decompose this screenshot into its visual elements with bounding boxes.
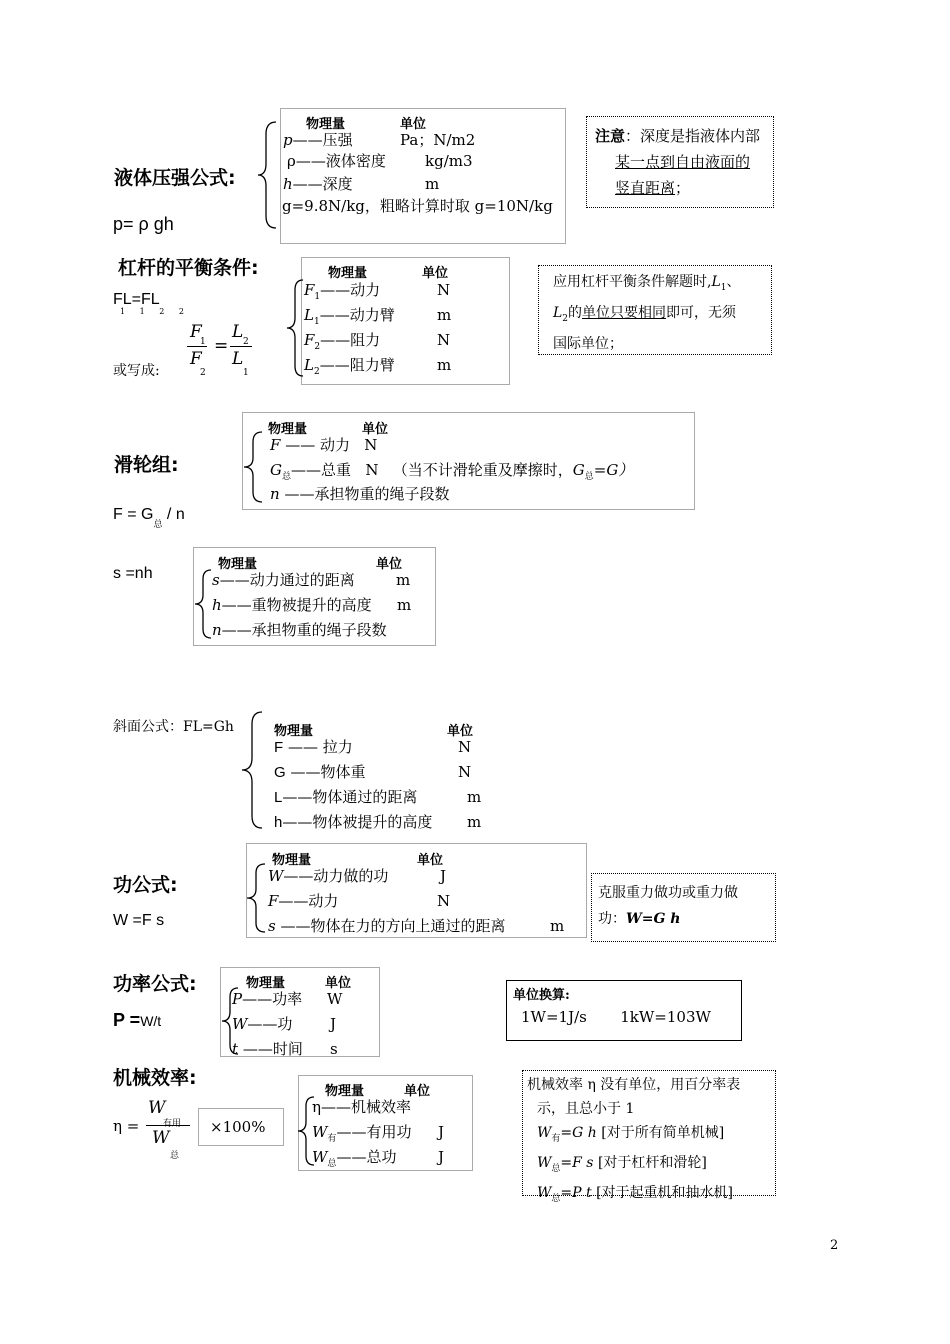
efficiency-row-wtotal: $W_总——$总功 (312, 1148, 397, 1169)
lever-row-l2: $L_2——$阻力臂 (304, 356, 395, 377)
lever-frac-den-f: F (190, 349, 202, 369)
pulley-header-unit: 单位 (362, 422, 389, 437)
power-row-p-unit: W (327, 990, 343, 1008)
efficiency-note: 机械效率 η 没有单位，用百分率表 示，且总小于 1 $W_有=G$ h [对于所有简单机械] $W_总=F$ s [对于杠杆和滑轮] $W_总=P$ t [对于起重机和抽水机] (522, 1070, 776, 1196)
work-row-s: s ——物体在力的方向上通过的距离 (268, 917, 506, 935)
efficiency-row-wtotal-unit: J (438, 1148, 445, 1166)
lever-frac-den-l: L (232, 349, 244, 369)
pulley-s-brace (193, 568, 213, 640)
liquid-brace (256, 120, 278, 230)
lever-frac-num-sub: 1 (200, 337, 206, 347)
lever-note: 应用杠杆平衡条件解题时$,L_1$、 $L_2$的单位只要相同即可，无须 国际单位； (538, 265, 772, 355)
efficiency-header-unit: 单位 (404, 1084, 431, 1099)
work-row-s-unit: m (550, 917, 565, 935)
power-row-t-unit: s (330, 1040, 338, 1058)
work-note: 克服重力做功或重力做 功：W=G h (591, 873, 776, 942)
lever-row-l1: $L_1——$动力臂 (304, 306, 395, 327)
power-header-unit: 单位 (325, 976, 352, 991)
lever-frac-num-f: F (190, 322, 202, 342)
efficiency-row-wuse: $W_有——$有用功 (312, 1123, 412, 1144)
lever-row-f2: $F_2——$阻力 (304, 331, 381, 352)
liquid-row-rho-unit: kg/m3 (425, 152, 473, 170)
pulley-header-qty: 物理量 (268, 422, 308, 437)
work-header-qty: 物理量 (272, 853, 312, 868)
power-conv-title: 单位换算: (513, 988, 570, 1003)
pulley-s-row-h-unit: m (397, 596, 412, 614)
work-row-f-unit: N (437, 892, 451, 910)
pulley-s-row-h: h——重物被提升的高度 (212, 596, 372, 614)
pulley-s-header-qty: 物理量 (218, 557, 258, 572)
lever-formula-subs: 1 1 2 2 (120, 307, 190, 316)
lever-frac-den-sub: 2 (200, 368, 206, 378)
pulley-formula: $F = G_总 / n$ (113, 506, 185, 529)
lever-brace (285, 278, 305, 378)
efficiency-header-qty: 物理量 (325, 1084, 365, 1099)
incline-brace (240, 710, 264, 830)
pulley-s-formula: s =nh (113, 565, 153, 582)
liquid-row-h-unit: m (425, 175, 440, 193)
work-row-f: F——动力 (268, 892, 339, 910)
liquid-header-qty: 物理量 (306, 117, 346, 132)
work-header-unit: 单位 (417, 853, 444, 868)
liquid-row-rho: ρ——液体密度 (287, 152, 386, 170)
pulley-row-n: n ——承担物重的绳子段数 (270, 485, 450, 503)
lever-row-f1: $F_1——$动力 (304, 281, 381, 302)
lever-frac-eq: = (214, 336, 229, 356)
work-title: 功公式: (113, 874, 178, 896)
lever-row-l2-unit: m (437, 356, 452, 374)
liquid-row-h: h——深度 (283, 175, 353, 193)
incline-header-unit: 单位 (447, 724, 474, 739)
lever-alt-label: 或写成: (113, 363, 160, 379)
pulley-title: 滑轮组: (114, 454, 179, 476)
pulley-s-header-unit: 单位 (376, 557, 403, 572)
efficiency-times: ×100% (210, 1118, 266, 1136)
incline-row-l-unit: m (467, 788, 482, 806)
liquid-title: 液体压强公式: (114, 167, 236, 189)
power-header-qty: 物理量 (246, 976, 286, 991)
pulley-s-row-s: s——动力通过的距离 (212, 571, 355, 589)
efficiency-num: W (148, 1098, 166, 1118)
pulley-brace (242, 430, 264, 504)
efficiency-row-eta: η——机械效率 (312, 1098, 412, 1116)
lever-frac-num-l: L (232, 322, 244, 342)
incline-row-g: G ——物体重 (274, 763, 366, 781)
lever-row-l1-unit: m (437, 306, 452, 324)
power-row-p: P——功率 (232, 990, 303, 1008)
liquid-formula: p= ρ gh (113, 214, 174, 234)
lever-header-qty: 物理量 (328, 266, 368, 281)
lever-row-f1-unit: N (437, 281, 451, 299)
lever-frac-line-2 (230, 346, 252, 347)
pulley-row-f: F —— 动力 N (270, 436, 378, 454)
efficiency-num-sub: 有用 (163, 1119, 182, 1129)
lever-header-unit: 单位 (422, 266, 449, 281)
incline-header-qty: 物理量 (274, 724, 314, 739)
power-row-t: t ——时间 (232, 1040, 303, 1058)
incline-row-g-unit: N (458, 763, 472, 781)
liquid-g-line: g=9.8N/kg，粗略计算时取 g=10N/kg (282, 197, 553, 215)
liquid-header-unit: 单位 (400, 117, 427, 132)
efficiency-title: 机械效率: (113, 1067, 197, 1089)
lever-formula: FL=FL (113, 291, 160, 308)
incline-row-f-unit: N (458, 738, 472, 756)
power-conv-box (506, 980, 742, 1041)
work-formula: W =F s (113, 912, 165, 929)
liquid-row-p: p——压强 (283, 131, 353, 149)
liquid-note: 注意：深度是指液体内部 某一点到自由液面的 竖直距离； (586, 116, 774, 208)
lever-row-f2-unit: N (437, 331, 451, 349)
incline-row-f: F —— 拉力 (274, 738, 353, 756)
efficiency-frac-line (146, 1125, 190, 1126)
incline-row-h-unit: m (467, 813, 482, 831)
lever-frac-den-l-sub: 1 (243, 368, 249, 378)
efficiency-eta: η = (113, 1117, 140, 1135)
power-formula: P =W/t (113, 1010, 162, 1030)
power-row-w: W——功 (232, 1015, 293, 1033)
page-number: 2 (830, 1238, 839, 1253)
incline-title: 斜面公式：FL=Gh (113, 719, 234, 735)
efficiency-den: W (152, 1128, 170, 1148)
liquid-row-p-unit: Pa；N/m2 (400, 131, 476, 149)
efficiency-row-wuse-unit: J (438, 1123, 445, 1141)
pulley-s-row-s-unit: m (396, 571, 411, 589)
lever-title: 杠杆的平衡条件: (118, 257, 259, 279)
incline-row-l: L——物体通过的距离 (274, 788, 418, 806)
power-row-w-unit: J (330, 1015, 337, 1033)
power-conv-values: 1W=1J/s 1kW=103W (521, 1008, 711, 1026)
work-brace (245, 862, 267, 934)
efficiency-den-sub: 总 (170, 1151, 180, 1161)
lever-frac-line-1 (187, 346, 207, 347)
pulley-s-row-n: n——承担物重的绳子段数 (212, 621, 387, 639)
incline-row-h: h——物体被提升的高度 (274, 813, 433, 831)
work-row-w-unit: J (440, 867, 447, 885)
work-row-w: W——动力做的功 (268, 867, 389, 885)
power-title: 功率公式: (113, 973, 197, 995)
lever-frac-num-l-sub: 2 (243, 337, 249, 347)
pulley-row-g: $G_总——$总重 N （当不计滑轮重及摩擦时，$G_总=G$） (270, 461, 634, 482)
